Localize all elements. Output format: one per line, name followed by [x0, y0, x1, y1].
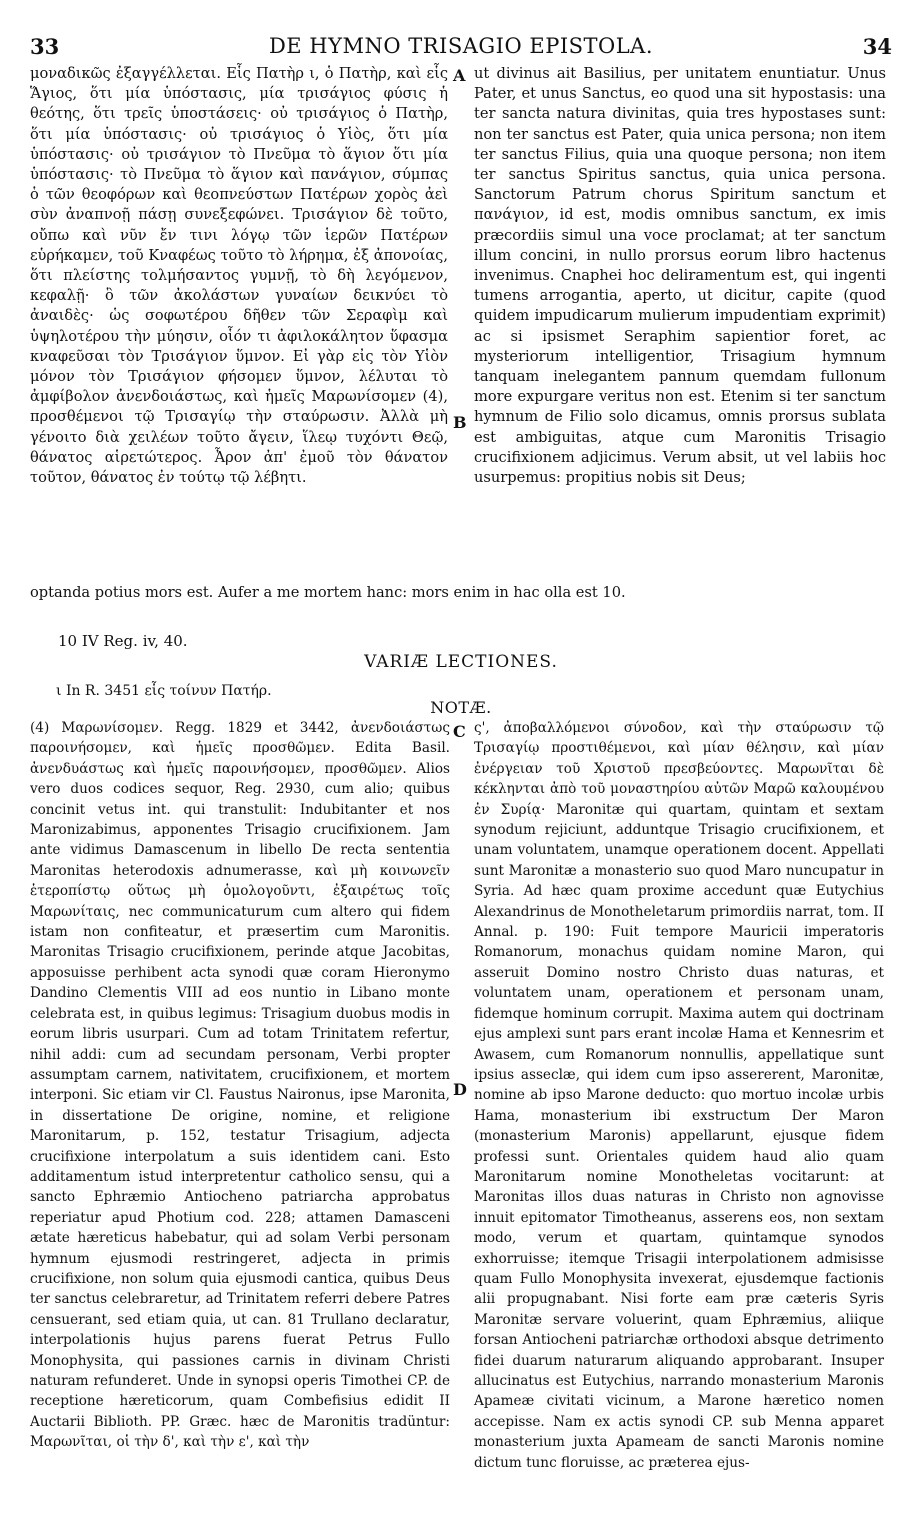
- greek-column: [30, 64, 448, 488]
- variae-lectiones-heading: VARIÆ LECTIONES.: [364, 652, 558, 672]
- notes-right-column: [474, 718, 884, 1473]
- margin-letter-c: C: [453, 722, 466, 741]
- margin-letter-a: A: [453, 66, 466, 85]
- page-number-left: 33: [30, 34, 60, 59]
- scripture-footnote: 10 IV Reg. iv, 40.: [58, 632, 188, 650]
- page-number-right: 34: [862, 34, 892, 59]
- variant-reading: ι In R. 3451 εἷς τοίνυν Πατήρ.: [56, 683, 272, 699]
- margin-letter-d: D: [453, 1080, 467, 1099]
- greek-text: μοναδικῶς ἐξαγγέλλεται. Εἷς Πατὴρ ι, ὁ Πατὴρ, καὶ εἷς Ἅγιος, ὅτι μία ὑπόστασις, μία τρισάγιος φύσις ἡ θεότης, ὅτι τρεῖς ὑποστάσεις· οὐ τρισάγιος ὁ Πατὴρ, ὅτι μία ὑπόστασις· οὐ τρισάγιος ὁ Υἱὸς, ὅτι μία ὑπόστασις· οὐ τρισάγιον τὸ Πνεῦμα τὸ ἅγιον ὅτι μία ὑπόστασις· τὸ Πνεῦμα τὸ ἅγιον καὶ πανάγιον, σύμπας ὁ τῶν θεοφόρων καὶ θεοπνεύστων Πατέρων χορὸς ἀεὶ σὺν ἀναπνοῇ πάσῃ συνεξεφώνει. Τρισάγιον δὲ τοῦτο, οὔπω καὶ νῦν ἔν τινι λόγῳ τῶν ἱερῶν Πατέρων εὑρήκαμεν, τοῦ Κναφέως τοῦτο τὸ λήρημα, ἐξ ἀπονοίας, ὅτι πλείστης τολμήσαντος γυμνῇ, τὸ δὴ λεγόμενον, κεφαλῇ· ὃ τῶν ἀκολάστων γυναίων δεικνύει τὸ ἀναιδὲς· ὡς σοφωτέρου δῆθεν τῶν Σεραφὶμ καὶ ὑψηλοτέρου τὴν μύησιν, οἷόν τι ἀφιλοκάλητον ὕφασμα κναφεῦσαι τὸν Τρισάγιον ὕμνον. Εἰ γὰρ εἰς τὸν Υἱὸν μόνον τὸν Τρισάγιον φήσομεν ὕμνον, λέλυται τὸ ἀμφίβολον ἀνενδοιάστως, καὶ ἡμεῖς Μαρωνίσομεν (4), προσθέμενοι τῷ Τρισαγίῳ τὴν σταύρωσιν. Ἀλλὰ μὴ γένοιτο διὰ χειλέων τοῦτο ἄγειν, ἵλεῳ τυχόντι Θεῷ, θάνατος αἱρετώτερος. Ἆρον ἀπ' ἐμοῦ τὸν θάνατον τοῦτον, θάνατος ἐν τούτῳ τῷ λέβητι.: [30, 65, 448, 487]
- running-header: [30, 14, 892, 59]
- margin-letter-b: B: [453, 413, 467, 432]
- latin-text: ut divinus ait Basilius, per unitatem enuntiatur. Unus Pater, et unus Sanctus, eo quod una sit hypostasis: una ter sancta natura divinitas, quia tres hypostases sunt: non ter sanctus est Pater, quia unica persona; non item ter sanctus Filius, quia una quoque persona; non item ter sanctus Spiritus sanctus, quia unica persona. Sanctorum Patrum chorus Spiritum sanctum et πανάγιον, id est, modis omnibus sanctum, ex imis præcordiis simul una voce proclamat; at ter sanctum illum concini, in nullo prorsus eorum libro hactenus invenimus. Cnaphei hoc deliramentum est, qui ingenti tumens arrogantia, aperto, ut dicitur, capite (quod quidem impudicarum mulierum impudentiam exprimit) ac si ipsismet Seraphim sapientior foret, ac mysteriorum intelligentior, Trisagium hymnum tanquam inelegantem pannum quemdam fullonum more expurgare veritus non est. Etenim si ter sanctum hymnum de Filio solo dicamus, omnis prorsus sublata est ambiguitas, atque cum Maronitis Trisagio crucifixionem adjicimus. Verum absit, ut vel labiis hoc usurpemus: propitius nobis sit Deus;: [474, 65, 886, 487]
- notes-left-column: [30, 718, 450, 1453]
- latin-column: [474, 64, 886, 488]
- notae-heading: NOTÆ.: [430, 698, 492, 717]
- full-width-line: optanda potius mors est. Aufer a me mortem hanc: mors enim in hac olla est 10.: [30, 584, 626, 601]
- running-title: DE HYMNO TRISAGIO EPISTOLA.: [268, 34, 654, 58]
- note-right-text: ς', ἀποβαλλόμενοι σύνοδον, καὶ τὴν σταύρωσιν τῷ Τρισαγίῳ προστιθέμενοι, καὶ μίαν θέλησιν, καὶ μίαν ἐνέργειαν τοῦ Χριστοῦ πρεσβεύοντες. Μαρωνῖται δὲ κέκληνται ἀπὸ τοῦ μοναστηρίου αὐτῶν Μαρῶ καλουμένου ἐν Συρίᾳ· Maronitæ qui quartam, quintam et sextam synodum rejiciunt, adduntque Trisagio crucifixionem, et unam voluntatem, unamque operationem docent. Appellati sunt Maronitæ a monasterio suo quod Maro nuncupatur in Syria. Ad hæc quam proxime accedunt quæ Eutychius Alexandrinus de Monotheletarum primordiis narrat, tom. II Annal. p. 190: Fuit tempore Mauricii imperatoris Romanorum, monachus quidam nomine Maron, qui asseruit Domino nostro Christo duas naturas, et voluntatem unam, operationem et personam unam, fidemque hominum corrupit. Maxima autem qui doctrinam ejus amplexi sunt pars erant incolæ Hama et Kennesrim et Awasem, cum Romanorum nonnullis, appellatique sunt ipsius asseclæ, qui idem cum ipso assererent, Maronitæ, nomine ab ipso Marone deducto: quo mortuo incolæ urbis Hama, monasterium ibi exstructum Der Maron (monasterium Maronis) appellarunt, ejusque fidem professi sunt. Orientales quidem haud alio quam Maronitarum nomine Monotheletas vocitarunt: at Maronitas illos duas naturas in Christo non agnovisse innuit epitomator Timotheanus, asserens eos, non sextam modo, verum et quartam, quintamque synodos exhorruisse; itemque Trisagii interpolationem admisisse quam Fullo Monophysita invexerat, ejusdemque factionis alii propugnabant. Nisi forte eam præ cæteris Syris Maronitæ servare voluerint, quam Ephræmius, aliique forsan Antiocheni patriarchæ orthodoxi absque detrimento fidei duarum naturarum aliquando approbarant. Insuper allucinatus est Eutychius, narrando monasterium Maronis Apameæ civitati vicinum, a Marone hæretico nomen accepisse. Nam ex actis synodi CP. sub Menna apparet monasterium juxta Apameam de sancti Maronis nomine dictum tunc floruisse, ac præterea ejus-: [474, 720, 884, 1471]
- note-left-text: (4) Μαρωνίσομεν. Regg. 1829 et 3442, ἀνενδοιάστως παροινήσομεν, καὶ ἡμεῖς προσθῶμεν. Edita Basil. ἀνενδυάστως καὶ ἡμεῖς παροινήσομεν, προσθῶμεν. Alios vero duos codices sequor, Reg. 2930, cum alio; quibus concinit vetus int. qui transtulit: Indubitanter et nos Maronizabimus, apponentes Trisagio crucifixionem. Jam ante vidimus Damascenum in libello De recta sententia Maronitas heterodoxis adnumerasse, καὶ μὴ κοινωνεῖν ἑτεροπίστῳ οὕτως μὴ ὁμολογοῦντι, ἐξαιρέτως τοῖς Μαρωνίταις, nec communicaturum cum altero qui fidem istam non confiteatur, et præsertim cum Maronitis. Maronitas Trisagio crucifixionem, perinde atque Jacobitas, apposuisse perhibent acta synodi quæ coram Hieronymo Dandino Clementis VIII ad eos nuntio in Libano monte celebrata est, in quibus legimus: Trisagium duobus modis in eorum libris usurpari. Cum ad totam Trinitatem refertur, nihil addi: cum ad secundam personam, Verbi propter assumptam carnem, nativitatem, crucifixionem, et mortem interponi. Sic etiam vir Cl. Faustus Naironus, ipse Maronita, in dissertatione De origine, nomine, et religione Maronitarum, p. 152, testatur Trisagium, adjecta crucifixione interpolatum a suis identidem cani. Esto additamentum istud interpretentur catholico sensu, qui a sancto Ephræmio Antiocheno patriarcha approbatus reperiatur apud Photium cod. 228; attamen Damasceni ætate hæreticus habebatur, qui ad solam Verbi personam hymnum ejusmodi restringeret, adjecta in primis crucifixione, non solum quia ejusmodi cantica, quibus Deus ter sanctus celebraretur, ad Trinitatem referri debere Patres censuerant, sed etiam quia, ut can. 81 Trullano declaratur, interpolationis hujus parens fuerat Petrus Fullo Monophysita, qui passiones carnis in divinam Christi naturam refunderet. Unde in synopsi operis Timothei CP. de receptione hæreticorum, quam Combefisius edidit II Auctarii Biblioth. PP. Græc. hæc de Maronitis tradüntur: Μαρωνῖται, οἱ τὴν δ', καὶ τὴν ε', καὶ τὴν: [30, 720, 450, 1451]
